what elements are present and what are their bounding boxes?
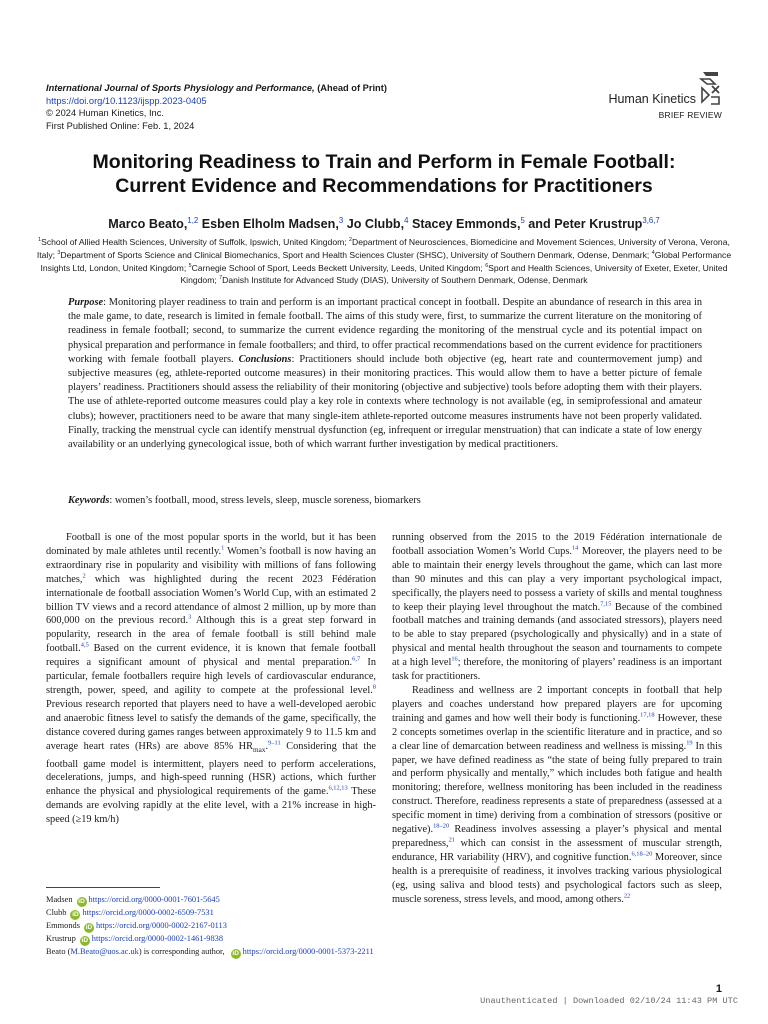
author-name: Marco Beato, bbox=[108, 217, 188, 231]
article-header bbox=[46, 82, 486, 132]
orcid-link[interactable]: https://orcid.org/0000-0002-1461-9838 bbox=[91, 934, 224, 943]
citation-ref[interactable]: 6,7 bbox=[352, 655, 361, 663]
keywords bbox=[68, 494, 702, 508]
published-date: First Published Online: Feb. 1, 2024 bbox=[46, 120, 195, 131]
purpose-label: Purpose bbox=[68, 297, 104, 308]
article-type: BRIEF REVIEW bbox=[658, 110, 722, 120]
title-line-2: Current Evidence and Recommendations for Practitioners bbox=[115, 175, 653, 197]
doi-link[interactable]: https://doi.org/10.1123/ijspp.2023-0405 bbox=[46, 95, 207, 106]
affiliation-text: Global Performance Insights Ltd, London, United Kingdom; bbox=[40, 249, 732, 273]
orcid-entry bbox=[46, 907, 381, 920]
author-name: Esben Elholm Madsen, bbox=[201, 217, 339, 231]
orcid-author: Emmonds bbox=[46, 921, 80, 930]
citation-ref[interactable]: 16 bbox=[451, 655, 458, 663]
subscript: max bbox=[253, 745, 266, 754]
abstract bbox=[68, 296, 702, 452]
citation-ref[interactable]: 2 bbox=[82, 572, 86, 580]
copyright: © 2024 Human Kinetics, Inc. bbox=[46, 108, 164, 118]
download-stamp: Unauthenticated | Downloaded 02/10/24 11:43 PM UTC bbox=[480, 996, 738, 1006]
purpose-text: : Monitoring player readiness to train and perform is an important practical concept in football. Despite an abundance of research in this area in the male game, to date, research is limited in female football. The aims of this study were, first, to summarize the current literature on the monitoring of readiness in female football; second, to summarize the current evidence regarding the monitoring of the menstrual cycle and its potential impact on physical preparation and performance in female footballers; and third, to offer practical recommendations based on the current evidence for practitioners working with female football players. bbox=[68, 297, 702, 365]
author-name: Stacey Emmonds, bbox=[411, 217, 521, 231]
title-line-1: Monitoring Readiness to Train and Perform in Female Football: bbox=[92, 151, 676, 173]
citation-ref[interactable]: 7,15 bbox=[600, 600, 612, 608]
orcid-link[interactable]: https://orcid.org/0000-0002-6509-7531 bbox=[82, 908, 214, 917]
affiliation-number: 1 bbox=[38, 237, 42, 244]
citation-ref[interactable]: 17,18 bbox=[640, 711, 655, 719]
orcid-entry bbox=[46, 933, 381, 946]
orcid-author: Madsen bbox=[46, 895, 73, 904]
citation-ref[interactable]: 19 bbox=[686, 739, 693, 747]
orcid-icon: iD bbox=[85, 924, 93, 931]
affiliation-text: School of Allied Health Sciences, University of Suffolk, Ipswich, United Kingdom; bbox=[41, 237, 350, 247]
orcid-icon: iD bbox=[72, 911, 79, 918]
body-paragraph: Football is one of the most popular sports in the world, but it has been dominated by male athletes until recently.$^1$ Women’s football is now having an extraordinary rise in popularity and visibility with millions of fans following matches,$^2$ which was highlighted during the recent 2023 Fédération internationale de football association Women’s World Cup, with an estimated 2 billion TV views and a record attendance of almost 2 million, up by more than 600,000 on the previous record.$^3$ Although this is a great step forward in popularity, research in the area of female football is still behind male football.$^{4,5}$ Based on the current evidence, it is known that female football requires a significant amount of physical and mental preparation.$^{6,7}$ In particular, female footballers require high levels of cardiovascular endurance, strength, power, speed, and agility to compete at the professional level.$^8$ Previous research reported that players need to have a well-developed aerobic and anaerobic fitness level to satisfy the demands of the game, specifically, the distance covered during games ranges between approximately 9 to 11.5 km and average heart rates (HRs) are above 85% $HR_{max}.^{9-11}$ Considering that the football game model is intermittent, players need to perform accelerations, decelerations, jumps, and high-speed running (HSR) actions, which further enhance the physical and physiological requirements of the game.$^{6,12,13}$ These demands are evolving rapidly at the elite level, with a 21% increase in high-speed (≥19 km/h) bbox=[46, 532, 377, 826]
corresponding-orcid-link[interactable]: https://orcid.org/0000-0001-5373-2211 bbox=[242, 947, 374, 956]
footnote-divider bbox=[46, 887, 160, 888]
author-affil-ref[interactable]: 1,2 bbox=[187, 215, 199, 225]
page-number: 1 bbox=[715, 983, 722, 995]
citation-ref[interactable]: 6,12,13 bbox=[328, 784, 348, 792]
citation-ref[interactable]: 3 bbox=[188, 614, 192, 621]
author-affil-ref[interactable]: 4 bbox=[404, 215, 409, 225]
orcid-author: Clubb bbox=[46, 908, 67, 917]
affiliation-number: 4 bbox=[651, 249, 655, 256]
citation-ref[interactable]: 9–11 bbox=[268, 739, 281, 747]
corresponding-email-link[interactable]: M.Beato@uos.ac.uk bbox=[70, 947, 139, 956]
author-affil-ref[interactable]: 3,6,7 bbox=[642, 215, 660, 225]
conclusions-label: Conclusions bbox=[238, 353, 292, 365]
citation-ref[interactable]: 22 bbox=[623, 892, 631, 900]
affiliation-text: Carnegie School of Sport, Leeds Beckett University, Leeds, United Kingdom; bbox=[191, 262, 486, 273]
affiliation-number: 5 bbox=[188, 262, 192, 269]
human-kinetics-logo-icon bbox=[698, 70, 722, 106]
orcid-icon: iD bbox=[81, 937, 89, 944]
author-affil-ref[interactable]: 3 bbox=[338, 215, 344, 225]
orcid-list bbox=[46, 894, 381, 946]
citation-ref[interactable]: 4,5 bbox=[80, 641, 89, 649]
orcid-author: Krustrup bbox=[46, 934, 76, 943]
affiliation-number: 6 bbox=[485, 262, 489, 269]
citation-ref[interactable]: 1 bbox=[221, 544, 225, 552]
conclusions-text: : Practitioners should include both objective (eg, heart rate and countermovement jump) and subjective measures (eg, athlete-reported outcome measures) in their monitoring practices. This would allow them to have a better picture of female players’ readiness. Practitioners should assess the reliability of their monitoring (objective and subjective) tools before adopting them with their players. The use of athlete-reported outcome measures could play a key role in contexts where technology is not available (eg, in semiprofessional and amateur clubs); however, practitioners need to be aware that many single-item athlete-reported outcome measures instruments have not been properly validated. Finally, tracking the menstrual cycle can identify menstrual dysfunction (eg, infrequent or irregular menstruation) that can indicate a state of low energy availability or an underlying gynecological issue, both of which warrant further investigation by medical practitioners. bbox=[68, 353, 702, 451]
affiliation-text: Department of Neurosciences, Biomedicine and Movement Sciences, University of Verona, Verona, Italy; bbox=[36, 237, 730, 260]
author-list: Marco Beato,$^{1,2}$ Esben Elholm Madsen,$^3$ Jo Clubb,$^4$ Stacey Emmonds,$^5$ and Peter Krustrup$^{3,6,7}$ bbox=[108, 215, 660, 231]
orcid-icon: iD bbox=[78, 898, 85, 905]
article-title bbox=[40, 150, 728, 198]
affiliation-number: 2 bbox=[349, 237, 353, 244]
body-paragraph: running observed from the 2015 to the 2019 Fédération internationale de football association Women’s World Cups.$^{14}$ Moreover, the players need to be able to maintain their energy levels throughout the game, which can last more than 90 minutes and this can play a very important psychological impact, specifically, the players need to possess a variety of skills and mental toughness to keep their playing level throughout the match.$^{7,15}$ Because of the combined football matches and training demands (and associated stressors), players need to be able to stay prepared (psychologically and physically) and in a state of physical and mental health throughout the season and tournaments to compete at a high level$^{16}$; therefore, the monitoring of players’ readiness is an important task for practitioners. bbox=[392, 532, 722, 683]
keywords-text: : women’s football, mood, stress levels, sleep, muscle soreness, biomarkers bbox=[109, 495, 421, 506]
footnotes bbox=[46, 894, 381, 959]
orcid-link[interactable]: https://orcid.org/0000-0002-2167-0113 bbox=[95, 921, 227, 930]
orcid-entry bbox=[46, 894, 381, 907]
author-affil-ref[interactable]: 5 bbox=[520, 215, 525, 225]
author-name: Jo Clubb, bbox=[346, 217, 405, 231]
publication-status: (Ahead of Print) bbox=[314, 83, 387, 93]
affiliation-number: 3 bbox=[57, 249, 61, 256]
journal-name: International Journal of Sports Physiology and Performance, bbox=[46, 83, 315, 93]
author-name: Peter Krustrup bbox=[554, 217, 643, 231]
orcid-entry bbox=[46, 920, 381, 933]
citation-ref[interactable]: 14 bbox=[571, 544, 579, 552]
publisher-name: Human Kinetics bbox=[608, 92, 696, 106]
citation-ref[interactable]: 21 bbox=[448, 836, 455, 844]
affiliation-number: 7 bbox=[219, 275, 223, 282]
body-column-right bbox=[392, 531, 722, 906]
citation-ref[interactable]: 8 bbox=[372, 683, 376, 691]
corresponding-author: Beato (M.Beato@uos.ac.uk) is corresponding author, iD https://orcid.org/0000-0001-5373-2211 bbox=[46, 947, 374, 957]
affiliation-text: Sport and Health Sciences, University of Exeter, Exeter, United Kingdom; bbox=[180, 262, 728, 286]
orcid-icon: iD bbox=[232, 950, 239, 957]
keywords-label: Keywords bbox=[68, 495, 110, 506]
affiliations bbox=[30, 236, 738, 287]
orcid-link[interactable]: https://orcid.org/0000-0001-7601-5645 bbox=[88, 895, 220, 904]
affiliation-text: Danish Institute for Advanced Study (DIAS), University of Southern Denmark, Odense, Denmark bbox=[222, 275, 588, 286]
affiliation-text: Department of Sports Science and Clinical Biomechanics, Sport and Health Sciences Cluster (SHSC), University of Southern Denmark, Odense, Denmark; bbox=[60, 249, 652, 260]
body-column-left bbox=[46, 531, 376, 827]
citation-ref[interactable]: 18–20 bbox=[433, 822, 450, 830]
body-paragraph: Readiness and wellness are 2 important concepts in football that help players and coaches understand how prepared players are for upcoming training and games and how well their body is functioning.$^{17,18}$ However, these 2 concepts sometimes overlap in the scientific literature and in practice, and so a clear line of demarcation between readiness and wellness is missing.$^{19}$ In this paper, we have defined readiness as “the state of being fully prepared to train and perform physically and mentally,” which includes both fatigue and health monitoring; therefore, wellness monitoring has been included in the readiness construct. Therefore, readiness represents a state of preparedness (assessed at a specific moment in time) deriving from a combination of stressors (positive or negative).$^{18-20}$ Readiness involves assessing a player’s physical and mental preparedness,$^{21}$ which can consist in the assessment of muscular strength, endurance, HR variability (HRV), and cognitive function.$^{6,18-20}$ Moreover, since health is a prerequisite of readiness, it involves tracking various physiological (eg, using saliva and blood tests) and psychological factors such as sleep, muscle soreness, stress levels, and mood, among others.$^{22}$ bbox=[392, 684, 723, 905]
publisher-logo bbox=[586, 70, 726, 130]
citation-ref[interactable]: 6,18–20 bbox=[631, 850, 653, 858]
